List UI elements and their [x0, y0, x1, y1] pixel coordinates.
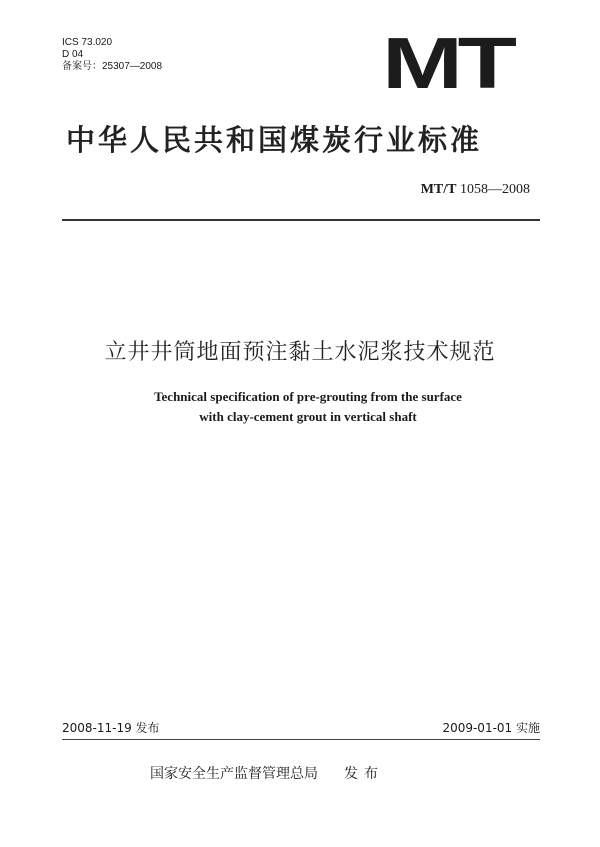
document-title-english-line-2: with clay-cement grout in vertical shaft — [199, 409, 417, 424]
publisher-line — [150, 765, 384, 783]
document-title-chinese: 立井井筒地面预注黏土水泥浆技术规范 — [104, 340, 496, 365]
standard-number — [421, 182, 530, 198]
publisher-action: 发布 — [344, 766, 384, 782]
filing-number: 备案号：25307—2008 — [62, 61, 163, 72]
ccs-code: D 04 — [62, 49, 84, 60]
organization-title: 中华人民共和国煤炭行业标准 — [66, 123, 483, 157]
standard-number-value: 1058—2008 — [460, 182, 530, 197]
bottom-divider — [62, 739, 540, 740]
standard-code: MT/T — [420, 182, 457, 197]
publisher-name: 国家安全生产监督管理总局 — [150, 766, 318, 782]
mt-logo: MT — [382, 24, 512, 104]
ics-code: ICS 73.020 — [62, 37, 113, 48]
implementation-date: 2009-01-01 实施 — [442, 721, 540, 735]
issue-date: 2008-11-19 发布 — [62, 721, 160, 735]
document-title-english-line-1: Technical specification of pre-grouting from the surface — [154, 389, 462, 404]
top-divider — [62, 219, 540, 221]
